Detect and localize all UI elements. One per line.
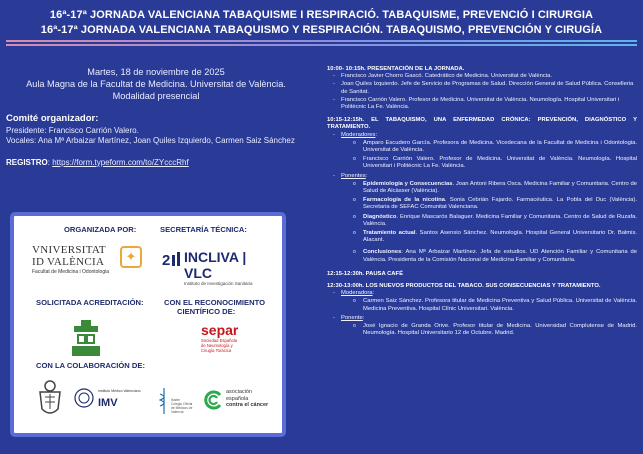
aecc-line-2: española — [226, 395, 249, 402]
recognition-heading-2: CIENTÍFICO DE: — [177, 307, 236, 316]
session-chronic-title: 10:15-12:15h. EL TABAQUISMO, UNA ENFERMEDAD CRÓNICA: PREVENCIÓN, DIAGNÓSTICO Y TRATAMIENTO. — [327, 117, 637, 131]
incliva-subtitle: Instituto de Investigación Sanitaria — [184, 281, 253, 286]
list-item: o Farmacología de la nicotina. Sonia Cebrián Fajardo. Farmacéutica. La Pobla del Duc (València). Secretaria de SEFAC Comunitat Valenciana. — [357, 197, 637, 211]
session-opening-title: 10:00- 10:15h. PRESENTACIÓN DE LA JORNADA. — [327, 66, 465, 72]
caduceus-icon — [159, 388, 169, 414]
event-details — [6, 66, 306, 102]
cmv-line-1: Ilustre — [171, 398, 180, 402]
imv-name: IMV — [98, 397, 118, 409]
list-item: o Diagnóstico. Enrique Mascarós Balaguer. Medicina Familiar y Comunitaria. Centro de Salud de Ruzafa. València. — [357, 214, 637, 228]
speakers-label: - Ponentes: — [333, 173, 637, 180]
event-venue: Aula Magna de la Facultat de Medicina. Universitat de València. — [26, 79, 286, 89]
moderator-label: - Moderadora: — [333, 290, 637, 297]
program — [327, 66, 637, 340]
imv-logo — [74, 386, 144, 416]
moderators-list — [357, 140, 637, 171]
accreditation-heading: SOLICITADA ACREDITACIÓN: — [36, 298, 144, 307]
collaboration-heading: CON LA COLABORACIÓN DE: — [36, 361, 145, 370]
list-item: o Francisco Carrión Valero. Profesor de Medicina. Universitat de València. Neumología. Hospital Universitari i Politècnic La Fe. València. — [357, 156, 637, 170]
title-valencian: 16ª-17ª JORNADA VALENCIANA TABAQUISME I RESPIRACIÓ. TABAQUISME, PREVENCIÓ I CIRURGIA — [49, 9, 594, 21]
separ-sub-2: de Neumología y — [201, 343, 233, 348]
header-divider — [6, 44, 637, 46]
separ-logo — [201, 322, 238, 353]
aecc-text — [226, 389, 268, 409]
title-spanish: 16ª-17ª JORNADA VALENCIANA TABAQUISMO Y RESPIRACIÓN. TABAQUISMO, PREVENCIÓN Y CIRUGÍA — [40, 24, 603, 36]
moderator-list — [357, 298, 637, 312]
committee-members: Vocales: Ana Mª Arbaizar Martínez, Joan Quiles Izquierdo, Carmen Saiz Sánchez — [6, 136, 295, 145]
cmv-line-4: Valencia — [171, 410, 184, 414]
list-item: - Joan Quiles Izquierdo. Jefe de Servicio de Programas de Salud. Dirección General de Salud Pública. Conselleria de Sanitat. — [333, 81, 637, 95]
imv-subtitle: Instituto Médico Valenciano — [98, 389, 141, 393]
incliva-name: INCLIVA | VLC — [184, 249, 247, 281]
aecc-line-3: contra el cáncer — [226, 402, 269, 408]
cmv-line-2: Colegio Oficial — [171, 402, 193, 406]
list-item: o Epidemiología y Consecuencias. Joan Antoni Ribera Osca. Medicina Familiar y Comunitaria. Centro de Salud de Alcàsser (València). — [357, 181, 637, 195]
event-info — [6, 66, 306, 167]
opening-speakers — [333, 73, 637, 111]
list-item: - Francisco Carrión Valero. Profesor de Medicina. Universitat de València. Neumología. Hospital Universitari i Politècnic La Fe. València. — [333, 97, 637, 111]
organized-by-heading: ORGANIZADA POR: — [64, 225, 137, 234]
list-item: - Francisco Javier Chorro Gascó. Catedrático de Medicina. Universitat de València. — [333, 73, 637, 80]
event-mode: Modalidad presencial — [112, 91, 200, 101]
registration-link[interactable]: https://form.typeform.com/to/ZYcccRhf — [52, 157, 189, 167]
uv-emblem-icon: ✦ — [120, 246, 142, 268]
speaker-list — [357, 323, 637, 337]
committee-president: Presidente: Francisco Carrión Valero. — [6, 125, 139, 135]
separ-sub-3: Cirugía Torácica — [201, 348, 232, 353]
speaker-label: - Ponente: — [333, 315, 637, 322]
list-item: o Tratamiento actual. Santos Asensio Sánchez. Neumología. Hospital General Universitario Dr. Balmis. Alacant. — [357, 230, 637, 244]
universitat-valencia-logo — [32, 244, 157, 284]
session-products-title: 12:30-13:00h. LOS NUEVOS PRODUCTOS DEL TABACO. SUS CONSECUENCIAS Y TRATAMIENTO. — [327, 283, 601, 290]
aecc-logo — [204, 386, 284, 416]
uv-line-1: VNIVERSITAT — [32, 244, 106, 256]
uv-line-3: Facultat de Medicina i Odontologia — [32, 269, 109, 275]
list-item: o Conclusiones: Ana Mª Arbaizar Martínez. Jefa de estudios. UD Atención Familiar y Comunitaria de València. Presidenta de la Comisión Nacional de Medicina Familiar y Comunitaria. — [357, 249, 637, 263]
separ-sub-1: Sociedad Española — [201, 338, 238, 343]
cmv-text — [171, 398, 192, 414]
aecc-line-1: asociación — [226, 389, 252, 395]
secretary-heading: SECRETARÍA TÉCNICA: — [160, 225, 247, 234]
svg-text:2: 2 — [162, 252, 171, 267]
event-date: Martes, 18 de noviembre de 2025 — [87, 67, 225, 77]
recognition-heading-1: CON EL RECONOCIMIENTO — [164, 298, 265, 307]
page-header — [0, 0, 643, 50]
imv-mark-icon — [74, 388, 94, 408]
aecc-mark-icon — [204, 390, 224, 410]
accreditation-emblem-icon — [72, 320, 100, 356]
list-item: o Carmen Saiz Sánchez. Profesora titular de Medicina Preventiva y Salud Pública. Universitat de València. Medicina Preventiva. Hospital Clínic Universitari. València. — [357, 298, 637, 312]
registration — [6, 158, 306, 167]
separ-name: separ — [201, 322, 239, 338]
moderators-label: - Moderadores: — [333, 132, 637, 139]
committee-title: Comité organizador: — [6, 113, 99, 124]
coffee-break: 12:15-12:30h. PAUSA CAFÉ — [327, 270, 403, 277]
uv-line-2: ID VALÈNCIA — [32, 256, 105, 268]
registration-label: REGISTRO — [6, 157, 48, 167]
header-divider — [6, 40, 637, 42]
cmv-line-3: de Médicos de — [171, 406, 193, 410]
incliva-logo — [162, 249, 272, 286]
sponsors-box — [10, 212, 286, 437]
speakers-list — [357, 181, 637, 264]
list-item: o José Ignacio de Granda Orive. Profesor titular de Medicina. Universidad Complutense de Madrid. Neumología. Hospital Universitario 12 de Octubre. Madrid. — [357, 323, 637, 337]
list-item: o Amparo Escudero García. Profesora de Medicina. Vicedecana de la Facultat de Medicina i Odontologia. Universitat de València. — [357, 140, 637, 154]
crest-icon — [36, 379, 64, 417]
organizing-committee — [6, 114, 306, 147]
registration-separator: : — [47, 157, 53, 167]
colegio-medicos-logo — [159, 384, 199, 418]
incliva-mark-icon — [162, 251, 182, 267]
